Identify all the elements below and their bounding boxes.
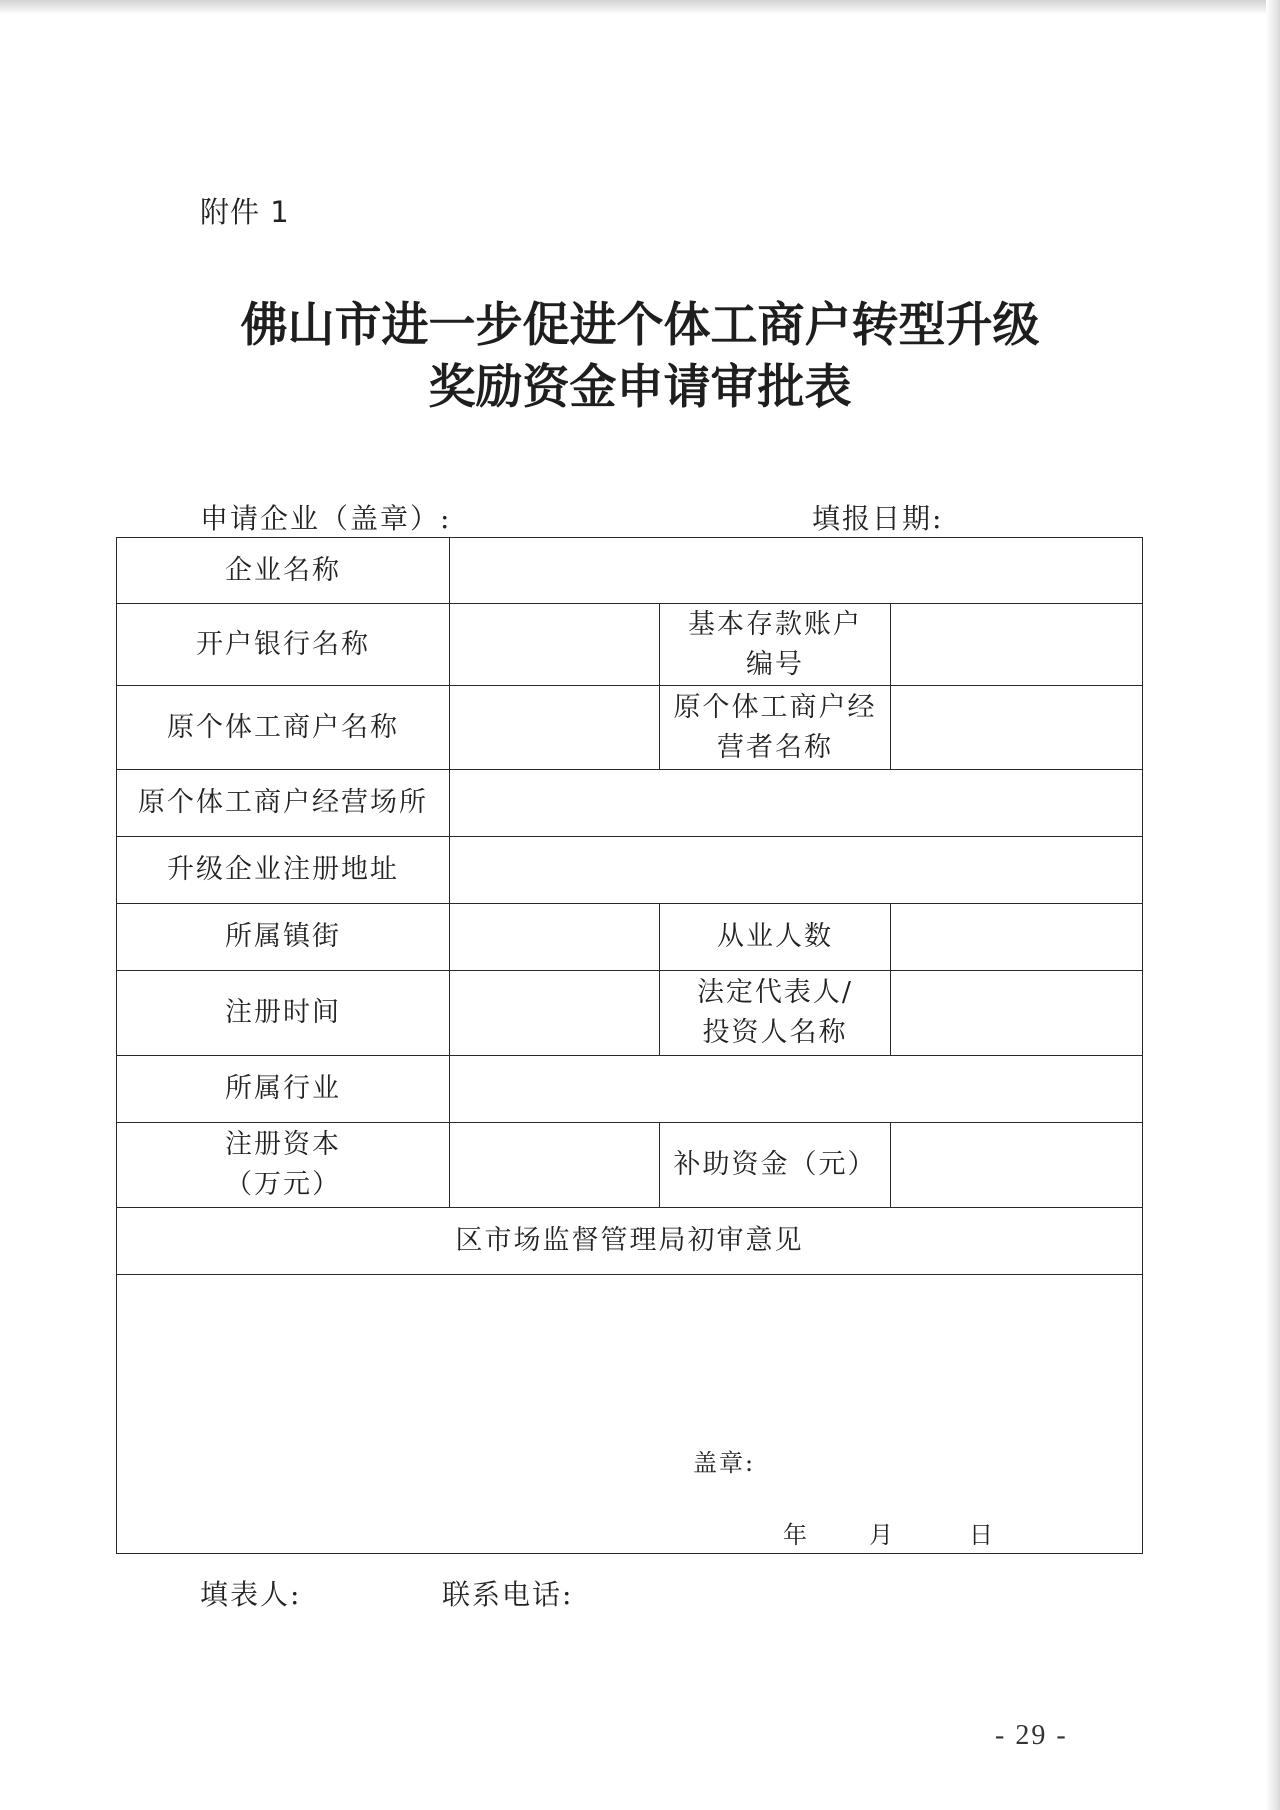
subsidy-label: 补助资金（元）: [660, 1123, 891, 1208]
row-industry: [117, 1056, 1143, 1123]
title-line-1: 佛山市进一步促进个体工商户转型升级: [240, 298, 1040, 353]
subsidy-field[interactable]: [891, 1123, 1143, 1208]
legal-rep-label-line1: 法定代表人/: [696, 977, 854, 1008]
month-label: 月: [869, 1521, 895, 1549]
legal-rep-label-line2: 投资人名称: [702, 1017, 848, 1048]
orig-premises-label: 原个体工商户经营场所: [117, 770, 450, 837]
reg-address-field[interactable]: [450, 837, 1143, 904]
reg-address-label: 升级企业注册地址: [117, 837, 450, 904]
row-reg-time: [117, 971, 1143, 1056]
reg-capital-label: [117, 1123, 450, 1208]
reg-capital-label-line1: 注册资本: [225, 1129, 341, 1160]
row-company-name: [117, 538, 1143, 604]
day-label: 日: [969, 1521, 995, 1549]
opinion-area[interactable]: [117, 1275, 1143, 1554]
basic-account-label: [660, 604, 891, 686]
legal-rep-field[interactable]: [891, 971, 1143, 1056]
page-number: - 29 -: [995, 1720, 1068, 1751]
phone-label: 联系电话:: [442, 1578, 574, 1611]
scan-edge-right: [1266, 0, 1280, 1810]
orig-business-name-field[interactable]: [450, 686, 660, 770]
row-opinion-body: [117, 1275, 1143, 1554]
company-name-field[interactable]: [450, 538, 1143, 604]
industry-label: 所属行业: [117, 1056, 450, 1123]
opinion-header: 区市场监督管理局初审意见: [117, 1208, 1143, 1275]
reg-time-field[interactable]: [450, 971, 660, 1056]
application-form-table: [116, 537, 1143, 1554]
orig-operator-label: [660, 686, 891, 770]
town-street-label: 所属镇街: [117, 904, 450, 971]
row-orig-premises: [117, 770, 1143, 837]
town-street-field[interactable]: [450, 904, 660, 971]
applicant-seal-label: 申请企业（盖章）:: [200, 502, 452, 535]
attachment-label: 附件 1: [200, 195, 290, 229]
company-name-label: 企业名称: [117, 538, 450, 604]
basic-account-label-line1: 基本存款账户: [688, 608, 862, 640]
seal-label: 盖章:: [693, 1449, 756, 1477]
bank-name-field[interactable]: [450, 604, 660, 686]
title-line-2: 奖励资金申请审批表: [428, 360, 852, 415]
fill-date-label: 填报日期:: [812, 502, 944, 535]
orig-operator-label-line1: 原个体工商户经: [673, 691, 877, 723]
bank-name-label: 开户银行名称: [117, 604, 450, 686]
basic-account-field[interactable]: [891, 604, 1143, 686]
orig-premises-field[interactable]: [450, 770, 1143, 837]
orig-operator-label-line2: 营者名称: [717, 731, 833, 763]
document-title: [0, 295, 1280, 419]
row-reg-address: [117, 837, 1143, 904]
row-bank: [117, 604, 1143, 686]
employees-field[interactable]: [891, 904, 1143, 971]
scan-edge-top: [0, 0, 1280, 14]
reg-capital-label-line2: （万元）: [225, 1169, 341, 1200]
legal-rep-label: [660, 971, 891, 1056]
employees-label: 从业人数: [660, 904, 891, 971]
row-town-employees: [117, 904, 1143, 971]
basic-account-label-line2: 编号: [746, 648, 804, 680]
orig-operator-field[interactable]: [891, 686, 1143, 770]
industry-field[interactable]: [450, 1056, 1143, 1123]
reg-time-label: 注册时间: [117, 971, 450, 1056]
year-label: 年: [783, 1521, 809, 1549]
row-original-business: [117, 686, 1143, 770]
orig-business-name-label: 原个体工商户名称: [117, 686, 450, 770]
row-capital-subsidy: [117, 1123, 1143, 1208]
row-opinion-header: [117, 1208, 1143, 1275]
filler-label: 填表人:: [200, 1578, 302, 1611]
reg-capital-field[interactable]: [450, 1123, 660, 1208]
